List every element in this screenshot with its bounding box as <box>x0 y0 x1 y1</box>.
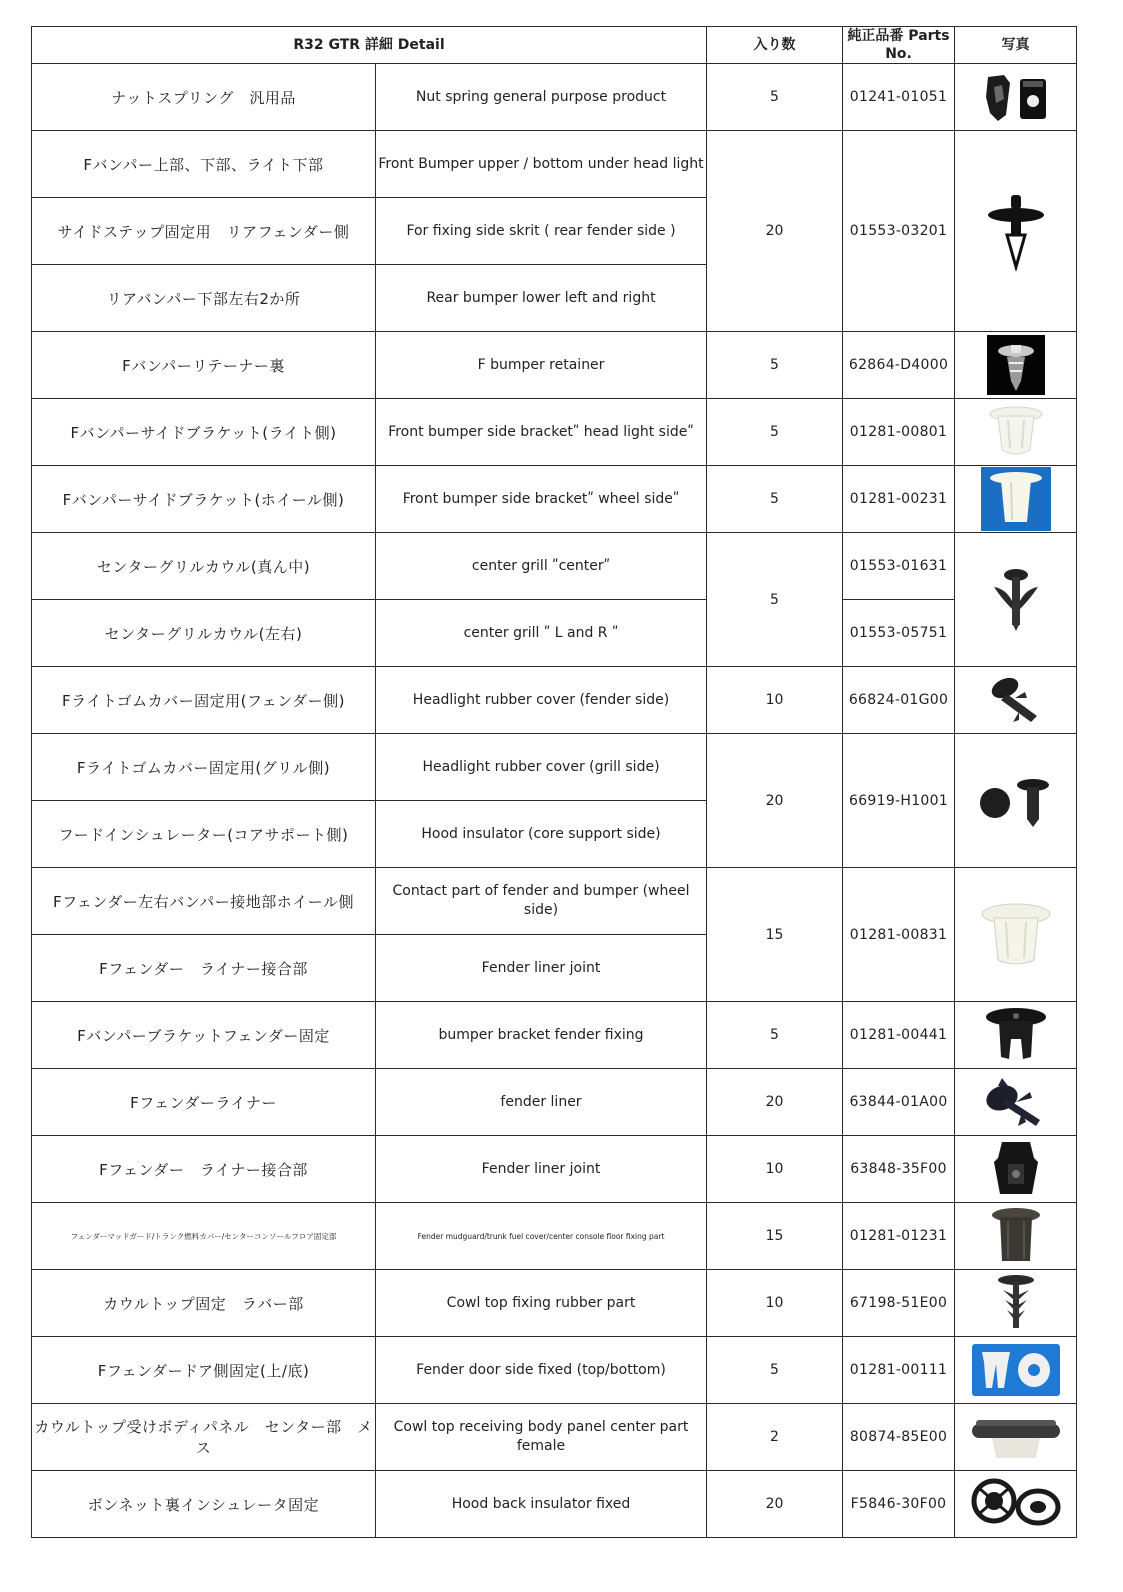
english-description: Hood insulator (core support side) <box>376 801 707 868</box>
table-row <box>32 667 1077 734</box>
japanese-description: Fフェンダー ライナー接合部 <box>32 1136 376 1203</box>
english-description: Fender liner joint <box>376 1136 707 1203</box>
part-photo-black-grommet <box>955 1002 1077 1069</box>
parts-table <box>31 26 1077 1538</box>
japanese-description: Fフェンダー左右バンパー接地部ホイール側 <box>32 868 376 935</box>
part-number: 01281-00231 <box>843 466 955 533</box>
english-description: Cowl top receiving body panel center part female <box>376 1404 707 1471</box>
table-row <box>32 1002 1077 1069</box>
part-number: 80874-85E00 <box>843 1404 955 1471</box>
english-description: bumper bracket fender fixing <box>376 1002 707 1069</box>
part-photo-christmas-tree-clip <box>955 1270 1077 1337</box>
japanese-description: ナットスプリング 汎用品 <box>32 64 376 131</box>
table-row <box>32 1136 1077 1203</box>
quantity: 5 <box>707 332 843 399</box>
english-description: Fender mudguard/trunk fuel cover/center console floor fixing part <box>376 1203 707 1270</box>
part-photo-white-clips-on-blue <box>955 1337 1077 1404</box>
english-description: Hood back insulator fixed <box>376 1471 707 1538</box>
quantity: 10 <box>707 1136 843 1203</box>
black-grommet-icon <box>981 1005 1051 1065</box>
part-number: 01553-05751 <box>843 600 955 667</box>
japanese-description: センターグリルカウル(左右) <box>32 600 376 667</box>
part-number: 62864-D4000 <box>843 332 955 399</box>
angled-push-clip-icon <box>981 672 1051 728</box>
table-row <box>32 1337 1077 1404</box>
part-number: 01553-01631 <box>843 533 955 600</box>
japanese-description: Fバンパーサイドブラケット(ホイール側) <box>32 466 376 533</box>
english-description: Headlight rubber cover (grill side) <box>376 734 707 801</box>
english-description: Front Bumper upper / bottom under head light <box>376 131 707 198</box>
quantity: 10 <box>707 1270 843 1337</box>
japanese-description: Fバンパーリテーナー裏 <box>32 332 376 399</box>
nut-spring-clip-icon <box>976 69 1056 125</box>
part-photo-white-grommet-large <box>955 868 1077 1002</box>
part-number: 01281-00801 <box>843 399 955 466</box>
japanese-description: フェンダーマッドガード/トランク燃料カバー/センターコンソールフロア固定部 <box>32 1203 376 1270</box>
quantity: 5 <box>707 399 843 466</box>
white-grommet-icon <box>984 402 1048 462</box>
part-photo-angled-push-clip <box>955 667 1077 734</box>
english-description: Contact part of fender and bumper (wheel side) <box>376 868 707 935</box>
quantity: 5 <box>707 64 843 131</box>
quantity: 15 <box>707 1203 843 1270</box>
white-clips-icon <box>970 1342 1062 1398</box>
part-number: F5846-30F00 <box>843 1471 955 1538</box>
quantity: 20 <box>707 1471 843 1538</box>
table-row <box>32 64 1077 131</box>
liner-clip-icon <box>978 1072 1054 1132</box>
photo-header: 写真 <box>955 27 1077 64</box>
part-photo-flat-grommet <box>955 1404 1077 1471</box>
part-photo-fir-tree-clip <box>955 533 1077 667</box>
table-row <box>32 131 1077 198</box>
english-description: Front bumper side bracketʺ head light sideʺ <box>376 399 707 466</box>
part-photo-dark-grommet <box>955 1203 1077 1270</box>
japanese-description: サイドステップ固定用 リアフェンダー側 <box>32 198 376 265</box>
quantity: 20 <box>707 734 843 868</box>
japanese-description: リアバンパー下部左右2か所 <box>32 265 376 332</box>
table-row <box>32 868 1077 935</box>
japanese-description: カウルトップ受けボディパネル センター部 メス <box>32 1404 376 1471</box>
japanese-description: Fバンパーサイドブラケット(ライト側) <box>32 399 376 466</box>
japanese-description: Fフェンダードア側固定(上/底) <box>32 1337 376 1404</box>
part-number: 01241-01051 <box>843 64 955 131</box>
quantity: 2 <box>707 1404 843 1471</box>
part-number: 63848-35F00 <box>843 1136 955 1203</box>
flat-grommet-icon <box>966 1410 1066 1464</box>
quantity: 20 <box>707 1069 843 1136</box>
table-header-row <box>32 27 1077 64</box>
round-head-push-clip-icon <box>971 771 1061 831</box>
table-row <box>32 533 1077 600</box>
table-row <box>32 1471 1077 1538</box>
part-number: 67198-51E00 <box>843 1270 955 1337</box>
quantity: 10 <box>707 667 843 734</box>
part-photo-retainer-clip <box>955 332 1077 399</box>
part-photo-white-grommet-blue <box>955 466 1077 533</box>
part-number: 01281-01231 <box>843 1203 955 1270</box>
part-number: 66919-H1001 <box>843 734 955 868</box>
part-number: 01553-03201 <box>843 131 955 332</box>
quantity: 5 <box>707 533 843 667</box>
part-photo-liner-clip <box>955 1069 1077 1136</box>
part-number: 01281-00441 <box>843 1002 955 1069</box>
table-row <box>32 1404 1077 1471</box>
part-number: 01281-00111 <box>843 1337 955 1404</box>
english-description: F bumper retainer <box>376 332 707 399</box>
qty-header: 入り数 <box>707 27 843 64</box>
part-photo-black-nut-clip <box>955 1136 1077 1203</box>
white-grommet-icon <box>979 466 1053 532</box>
table-row <box>32 1203 1077 1270</box>
quantity: 5 <box>707 466 843 533</box>
english-description: center grill ʺcenterʺ <box>376 533 707 600</box>
table-title: R32 GTR 詳細 Detail <box>32 27 707 64</box>
english-description: Front bumper side bracketʺ wheel sideʺ <box>376 466 707 533</box>
english-description: Fender liner joint <box>376 935 707 1002</box>
fir-tree-clip-icon <box>986 565 1046 635</box>
japanese-description: Fフェンダー ライナー接合部 <box>32 935 376 1002</box>
insulator-retainer-icon <box>968 1475 1064 1533</box>
japanese-description: Fバンパーブラケットフェンダー固定 <box>32 1002 376 1069</box>
english-description: Rear bumper lower left and right <box>376 265 707 332</box>
english-description: For fixing side skrit ( rear fender side ) <box>376 198 707 265</box>
quantity: 15 <box>707 868 843 1002</box>
part-number: 63844-01A00 <box>843 1069 955 1136</box>
english-description: Nut spring general purpose product <box>376 64 707 131</box>
part-number: 01281-00831 <box>843 868 955 1002</box>
table-row <box>32 466 1077 533</box>
japanese-description: Fライトゴムカバー固定用(グリル側) <box>32 734 376 801</box>
part-photo-push-rivet-black <box>955 131 1077 332</box>
japanese-description: ボンネット裏インシュレータ固定 <box>32 1471 376 1538</box>
part-photo-insulator-retainers <box>955 1471 1077 1538</box>
english-description: fender liner <box>376 1069 707 1136</box>
japanese-description: Fバンパー上部、下部、ライト下部 <box>32 131 376 198</box>
dark-grommet-icon <box>986 1205 1046 1267</box>
part-photo-nut-spring-clip <box>955 64 1077 131</box>
table-row <box>32 332 1077 399</box>
japanese-description: カウルトップ固定 ラバー部 <box>32 1270 376 1337</box>
english-description: Headlight rubber cover (fender side) <box>376 667 707 734</box>
table-row <box>32 399 1077 466</box>
christmas-tree-clip-icon <box>991 1272 1041 1334</box>
white-grommet-icon <box>976 898 1056 972</box>
english-description: Fender door side fixed (top/bottom) <box>376 1337 707 1404</box>
table-row <box>32 600 1077 667</box>
english-description: Cowl top fixing rubber part <box>376 1270 707 1337</box>
table-row <box>32 1270 1077 1337</box>
part-photo-white-grommet <box>955 399 1077 466</box>
push-rivet-icon <box>981 191 1051 271</box>
retainer-clip-icon <box>985 333 1047 397</box>
quantity: 5 <box>707 1002 843 1069</box>
table-row <box>32 1069 1077 1136</box>
english-description: center grill ʺ L and R ʺ <box>376 600 707 667</box>
japanese-description: センターグリルカウル(真ん中) <box>32 533 376 600</box>
black-nut-clip-icon <box>986 1138 1046 1200</box>
part-photo-round-head-push-clip <box>955 734 1077 868</box>
quantity: 5 <box>707 1337 843 1404</box>
japanese-description: フードインシュレーター(コアサポート側) <box>32 801 376 868</box>
quantity: 20 <box>707 131 843 332</box>
part-number: 66824-01G00 <box>843 667 955 734</box>
table-row <box>32 734 1077 801</box>
japanese-description: Fライトゴムカバー固定用(フェンダー側) <box>32 667 376 734</box>
japanese-description: Fフェンダーライナー <box>32 1069 376 1136</box>
part-number-header: 純正品番 Parts No. <box>843 27 955 64</box>
